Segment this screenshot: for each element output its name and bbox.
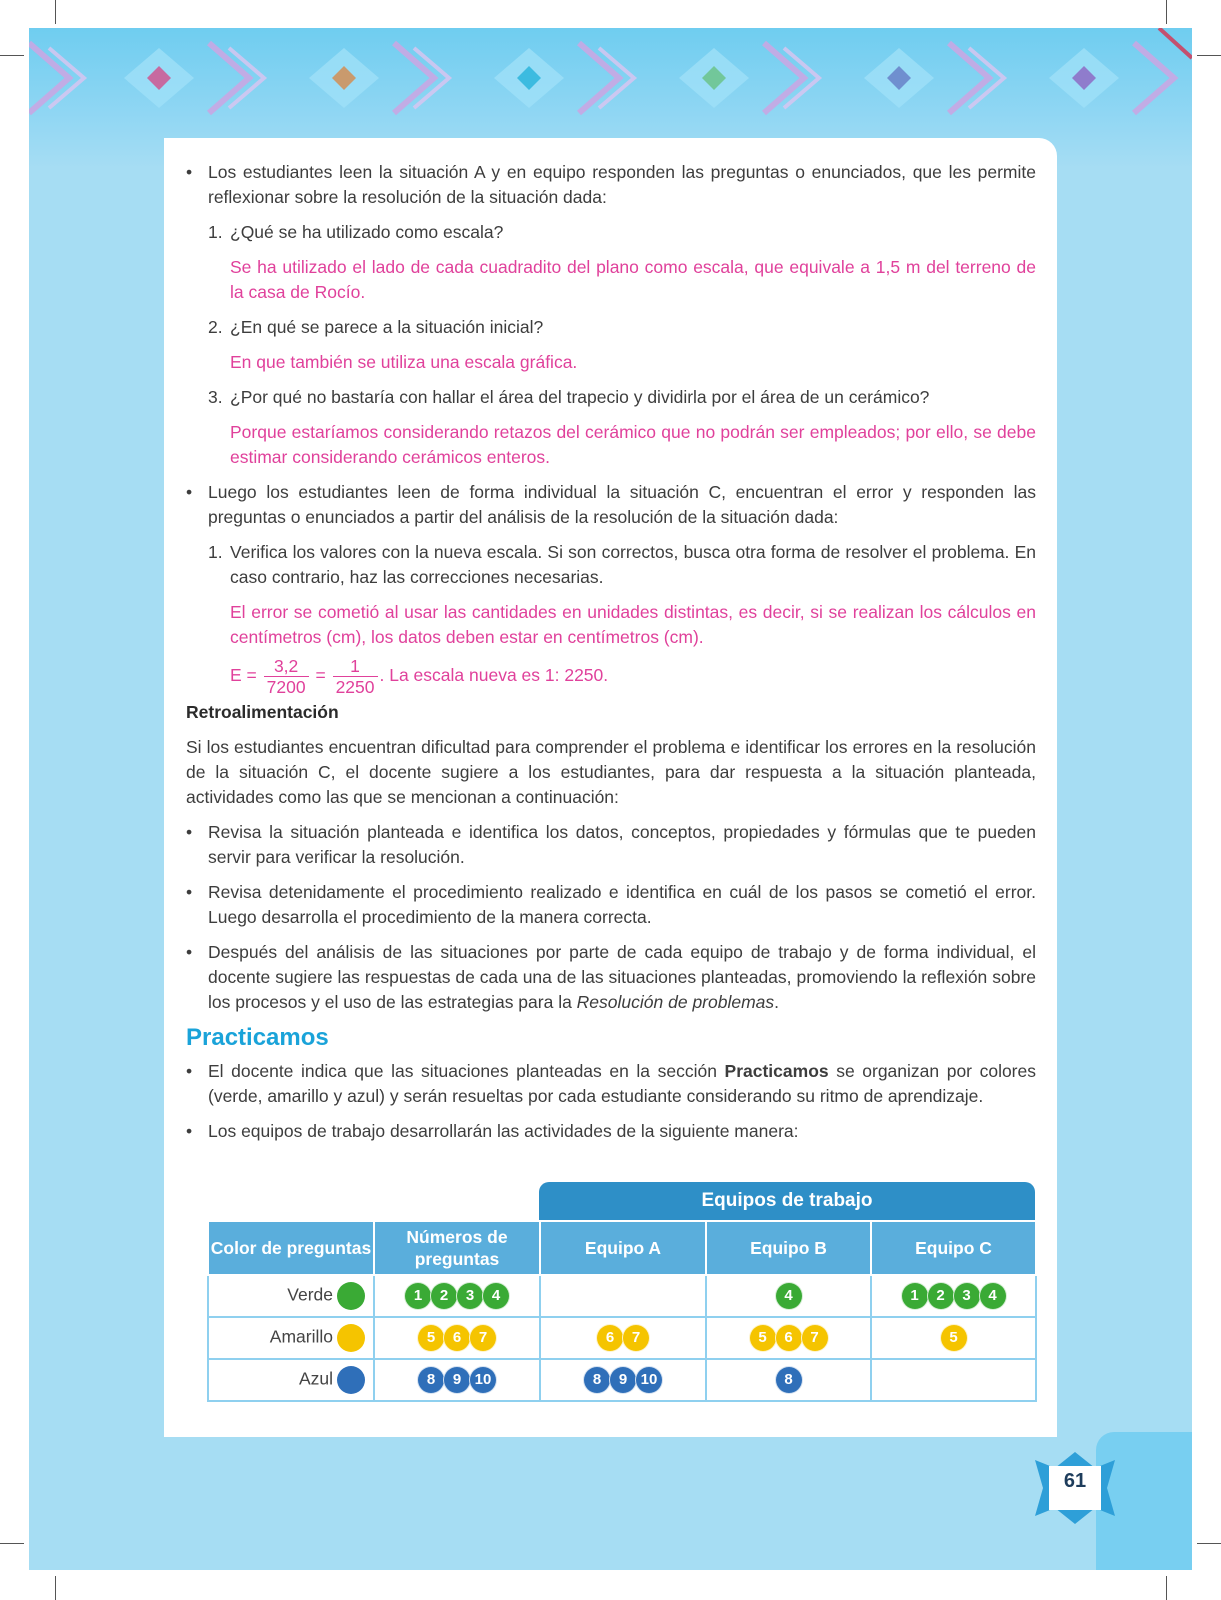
question-number-badge: 6 bbox=[596, 1324, 624, 1352]
color-cell bbox=[208, 1359, 374, 1401]
numbers-cell bbox=[374, 1317, 540, 1359]
question-number-badge: 3 bbox=[953, 1282, 981, 1310]
bullet-intro: • Los estudiantes leen la situación A y en equipo responden las preguntas o enunciados, que les permite reflexionar sobre la resolución de la situación dada: bbox=[186, 160, 1036, 210]
retro-bullet-3-italic: Resolución de problemas bbox=[576, 992, 775, 1012]
header-equipo-c: Equipo C bbox=[871, 1221, 1036, 1275]
header-equipo-a: Equipo A bbox=[540, 1221, 706, 1275]
crop-mark bbox=[55, 1576, 56, 1600]
fraction-2 bbox=[333, 656, 378, 697]
question-number-badge: 8 bbox=[417, 1366, 445, 1394]
equipo-c-cell bbox=[871, 1317, 1036, 1359]
answer-c-1: El error se cometió al usar las cantidades en unidades distintas, es decir, si se realizan los cálculos en centímetros (cm), los datos deben estar en centímetros (cm). bbox=[230, 602, 1036, 647]
header-color: Color de preguntas bbox=[208, 1221, 374, 1275]
question-text: Verifica los valores con la nueva escala. Si son correctos, busca otra forma de resolver el problema. En caso contrario, haz las correcciones necesarias. bbox=[230, 542, 1036, 587]
retro-bullet-3-end: . bbox=[774, 992, 780, 1012]
question-number-badge: 8 bbox=[775, 1366, 803, 1394]
fraction-denominator: 7200 bbox=[266, 677, 306, 697]
equipos-group-header: Equipos de trabajo bbox=[539, 1182, 1035, 1220]
crop-mark bbox=[1166, 1576, 1167, 1600]
practicamos-bullet-2: • Los equipos de trabajo desarrollarán las actividades de la siguiente manera: bbox=[186, 1119, 1036, 1144]
question-number-badge: 5 bbox=[940, 1324, 968, 1352]
question-number-badge: 1 bbox=[901, 1282, 929, 1310]
question-number-badge: 7 bbox=[801, 1324, 829, 1352]
question-number-badge: 6 bbox=[775, 1324, 803, 1352]
crop-mark bbox=[0, 55, 24, 56]
equipo-c-cell bbox=[871, 1275, 1036, 1317]
question-number-badge: 7 bbox=[469, 1324, 497, 1352]
question-number-badge: 2 bbox=[430, 1282, 458, 1310]
question-number-badge: 7 bbox=[622, 1324, 650, 1352]
bullet-situation-c: • Luego los estudiantes leen de forma individual la situación C, encuentran el error y responden las preguntas o enunciados a partir del análisis de la resolución de la situación dada: bbox=[186, 480, 1036, 530]
retro-heading: Retroalimentación bbox=[186, 702, 339, 722]
fraction-numerator: 3,2 bbox=[264, 656, 309, 677]
question-number-badge: 10 bbox=[469, 1366, 497, 1394]
color-dot-icon bbox=[337, 1324, 365, 1352]
color-dot-icon bbox=[337, 1366, 365, 1394]
color-cell bbox=[208, 1317, 374, 1359]
practicamos-bullet-1 bbox=[186, 1059, 1036, 1109]
table-row bbox=[208, 1275, 1036, 1317]
fraction-1 bbox=[264, 656, 309, 697]
crop-mark bbox=[55, 0, 56, 24]
question-number-badge: 4 bbox=[979, 1282, 1007, 1310]
answer-a-2: En que también se utiliza una escala gráfica. bbox=[230, 352, 578, 372]
practicamos-bullet-1-pre: El docente indica que las situaciones planteadas en la sección bbox=[208, 1061, 725, 1081]
equipo-c-cell bbox=[871, 1359, 1036, 1401]
fraction-denominator: 2250 bbox=[335, 677, 375, 697]
question-number-badge: 5 bbox=[417, 1324, 445, 1352]
answer-a-1: Se ha utilizado el lado de cada cuadradito del plano como escala, que equivale a 1,5 m del terreno de la casa de Rocío. bbox=[230, 257, 1036, 302]
question-number: 3. bbox=[208, 387, 223, 407]
header-equipo-b: Equipo B bbox=[706, 1221, 871, 1275]
question-number-badge: 9 bbox=[609, 1366, 637, 1394]
question-number-badge: 9 bbox=[443, 1366, 471, 1394]
fraction-numerator: 1 bbox=[333, 656, 378, 677]
question-text: ¿Por qué no bastaría con hallar el área del trapecio y dividirla por el área de un cerámico? bbox=[230, 387, 930, 407]
practicamos-bullet-1-bold: Practicamos bbox=[724, 1061, 829, 1081]
practicamos-bullet-1-post: se organizan por colores (verde, amarillo y azul) y serán resueltas por cada estudiante considerando su ritmo de aprendizaje. bbox=[208, 1061, 1036, 1106]
equipo-a-cell bbox=[540, 1359, 706, 1401]
question-c-1 bbox=[186, 540, 1036, 590]
question-text: ¿Qué se ha utilizado como escala? bbox=[230, 222, 504, 242]
numbers-cell bbox=[374, 1275, 540, 1317]
question-number-badge: 8 bbox=[583, 1366, 611, 1394]
question-a-3 bbox=[186, 385, 1036, 410]
page-number: 61 bbox=[1063, 1470, 1087, 1492]
body-text bbox=[186, 160, 1036, 1144]
color-cell bbox=[208, 1275, 374, 1317]
question-number: 2. bbox=[208, 317, 223, 337]
equipo-b-cell bbox=[706, 1317, 871, 1359]
question-a-2 bbox=[186, 315, 1036, 340]
practicamos-heading: Practicamos bbox=[186, 1024, 329, 1051]
crop-mark bbox=[1197, 55, 1221, 56]
question-number-badge: 1 bbox=[404, 1282, 432, 1310]
formula-equals: = bbox=[315, 665, 326, 686]
crop-mark bbox=[1166, 0, 1167, 24]
question-a-1 bbox=[186, 220, 1036, 245]
header-numbers: Números de preguntas bbox=[374, 1221, 540, 1275]
table-header-row bbox=[208, 1221, 1036, 1275]
retro-paragraph: Si los estudiantes encuentran dificultad para comprender el problema e identificar los errores en la resolución de la situación C, el docente sugiere a los estudiantes, para dar respuesta a la situación planteada, actividades como las que se mencionan a continuación: bbox=[186, 737, 1036, 807]
retro-bullet-1: • Revisa la situación planteada e identifica los datos, conceptos, propiedades y fórmulas que te pueden servir para verificar la resolución. bbox=[186, 820, 1036, 870]
color-label: Azul bbox=[298, 1368, 333, 1389]
table-row bbox=[208, 1359, 1036, 1401]
numbers-cell bbox=[374, 1359, 540, 1401]
retro-bullet-3 bbox=[186, 940, 1036, 1015]
color-label: Amarillo bbox=[269, 1326, 333, 1347]
table-body bbox=[208, 1275, 1036, 1401]
question-number-badge: 2 bbox=[927, 1282, 955, 1310]
retro-bullet-3-text: Después del análisis de las situaciones por parte de cada equipo de trabajo y de forma individual, el docente sugiere las respuestas de cada una de las situaciones planteadas, promoviendo la reflexión sobre los procesos y el uso de las estrategias para la bbox=[208, 942, 1036, 1012]
question-text: ¿En qué se parece a la situación inicial? bbox=[230, 317, 544, 337]
equipo-a-cell bbox=[540, 1275, 706, 1317]
formula-tail: . La escala nueva es 1: 2250. bbox=[379, 665, 609, 686]
question-number-badge: 4 bbox=[775, 1282, 803, 1310]
teams-table bbox=[207, 1220, 1037, 1402]
color-dot-icon bbox=[337, 1282, 365, 1310]
answer-a-3: Porque estaríamos considerando retazos del cerámico que no podrán ser empleados; por ello, se debe estimar considerando cerámicos enteros. bbox=[230, 422, 1036, 467]
question-number-badge: 10 bbox=[635, 1366, 663, 1394]
question-number-badge: 4 bbox=[482, 1282, 510, 1310]
crop-mark bbox=[0, 1543, 24, 1544]
scale-formula bbox=[186, 656, 1036, 700]
retro-bullet-2: • Revisa detenidamente el procedimiento realizado e identifica en cuál de los pasos se cometió el error. Luego desarrolla el procedimiento de la manera correcta. bbox=[186, 880, 1036, 930]
equipo-a-cell bbox=[540, 1317, 706, 1359]
question-number-badge: 3 bbox=[456, 1282, 484, 1310]
equipo-b-cell bbox=[706, 1275, 871, 1317]
table-row bbox=[208, 1317, 1036, 1359]
question-number: 1. bbox=[208, 542, 223, 562]
question-number-badge: 6 bbox=[443, 1324, 471, 1352]
question-number: 1. bbox=[208, 222, 223, 242]
color-label: Verde bbox=[287, 1284, 333, 1305]
formula-lhs: E = bbox=[230, 665, 257, 686]
crop-mark bbox=[1197, 1543, 1221, 1544]
question-number-badge: 5 bbox=[749, 1324, 777, 1352]
equipo-b-cell bbox=[706, 1359, 871, 1401]
